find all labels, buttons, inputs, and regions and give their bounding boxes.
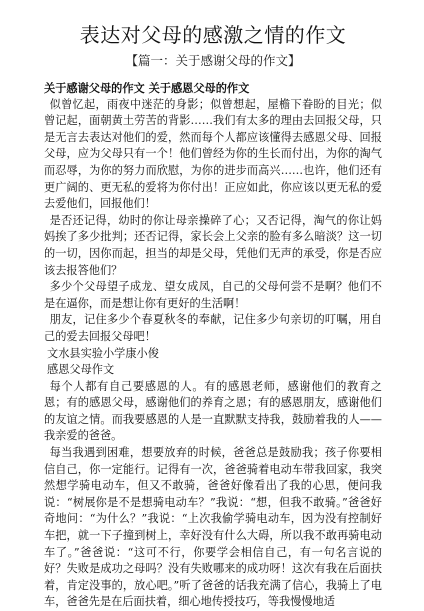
paragraph: 多少个父母望子成龙、望女成凤，自己的父母何尝不是啊？他们不是在逼你，而是想让你有更好的生活啊！ bbox=[44, 280, 382, 310]
paragraph: 似曾忆起，雨夜中迷茫的身影；似曾想起，屋檐下眷盼的目光；似曾记起，面朝黄土劳苦的背影……我们有太多的理由去回报父母，只是无言去表达对他们的爱，然而每个人都应该懂得去感恩父母、回报父母，应为父母只有一个！他们曾经为你的生长而付出，为你的淘气而忍辱，为你的努力而欣慰，为你的进步而高兴……也许，他们还有更广阔的、更无私的爱将为你付出！正应如此，你应该以更无私的爱去爱他们，回报他们！ bbox=[44, 97, 382, 211]
paragraph: 每当我遇到困难，想要放弃的时候，爸爸总是鼓励我；孩子你要相信自己，你一定能行。记得有一次，爸爸骑着电动车带我回家，我突然想学骑电动车，但又不敢骑，爸爸好像看出了我的心思，便问我说：“树展你是不是想骑电动车？”我说：“想，但我不敢骑。”爸爸好奇地问：“为什么？”我说：“上次我偷学骑电动车，因为没有控制好车把，就一下子撞到树上，幸好没有什么大碍，所以我不敢再骑电动车了。”爸爸说：“这可不行，你要学会相信自己，有一句名言说的好？失败是成功之母吗？没有失败哪来的成功呀！这次有我在后面扶着，肯定没事的，放心吧。”听了爸爸的话我充满了信心，我骑上了电车，爸爸先是在后面扶着，细心地传授技巧，等我慢慢地适 bbox=[44, 446, 382, 609]
essay-heading: 感恩父母作文 bbox=[47, 363, 115, 377]
paragraph: 每个人都有自己要感恩的人。有的感恩老师，感谢他们的教育之恩；有的感恩父母，感谢他们的养育之恩；有的感恩朋友，感谢他们的友谊之情。而我要感恩的人是一直默默支持我，鼓励着我的人——我亲爱的爸爸。 bbox=[44, 379, 382, 443]
paragraph: 朋友，记住多少个春夏秋冬的奉献，记住多少句亲切的叮嘱，用自己的爱去回报父母吧！ bbox=[44, 313, 382, 343]
document-subtitle: 【篇一：关于感谢父母的作文】 bbox=[125, 53, 301, 68]
document-body bbox=[44, 80, 382, 611]
paragraph: 是否还记得，幼时的你让母亲操碎了心；又否记得，淘气的你让妈妈挨了多少批判；还否记得，家长会上父亲的脸有多么暗淡？这一切的一切，因你而起，担当的却是父母，凭他们无声的承受，你是否应该去报答他们？ bbox=[44, 213, 382, 277]
author-line: 文水县实验小学康小俊 bbox=[47, 346, 159, 360]
document-title: 表达对父母的感激之情的作文 bbox=[79, 23, 347, 47]
section-heading: 关于感谢父母的作文 关于感恩父母的作文 bbox=[44, 81, 250, 95]
